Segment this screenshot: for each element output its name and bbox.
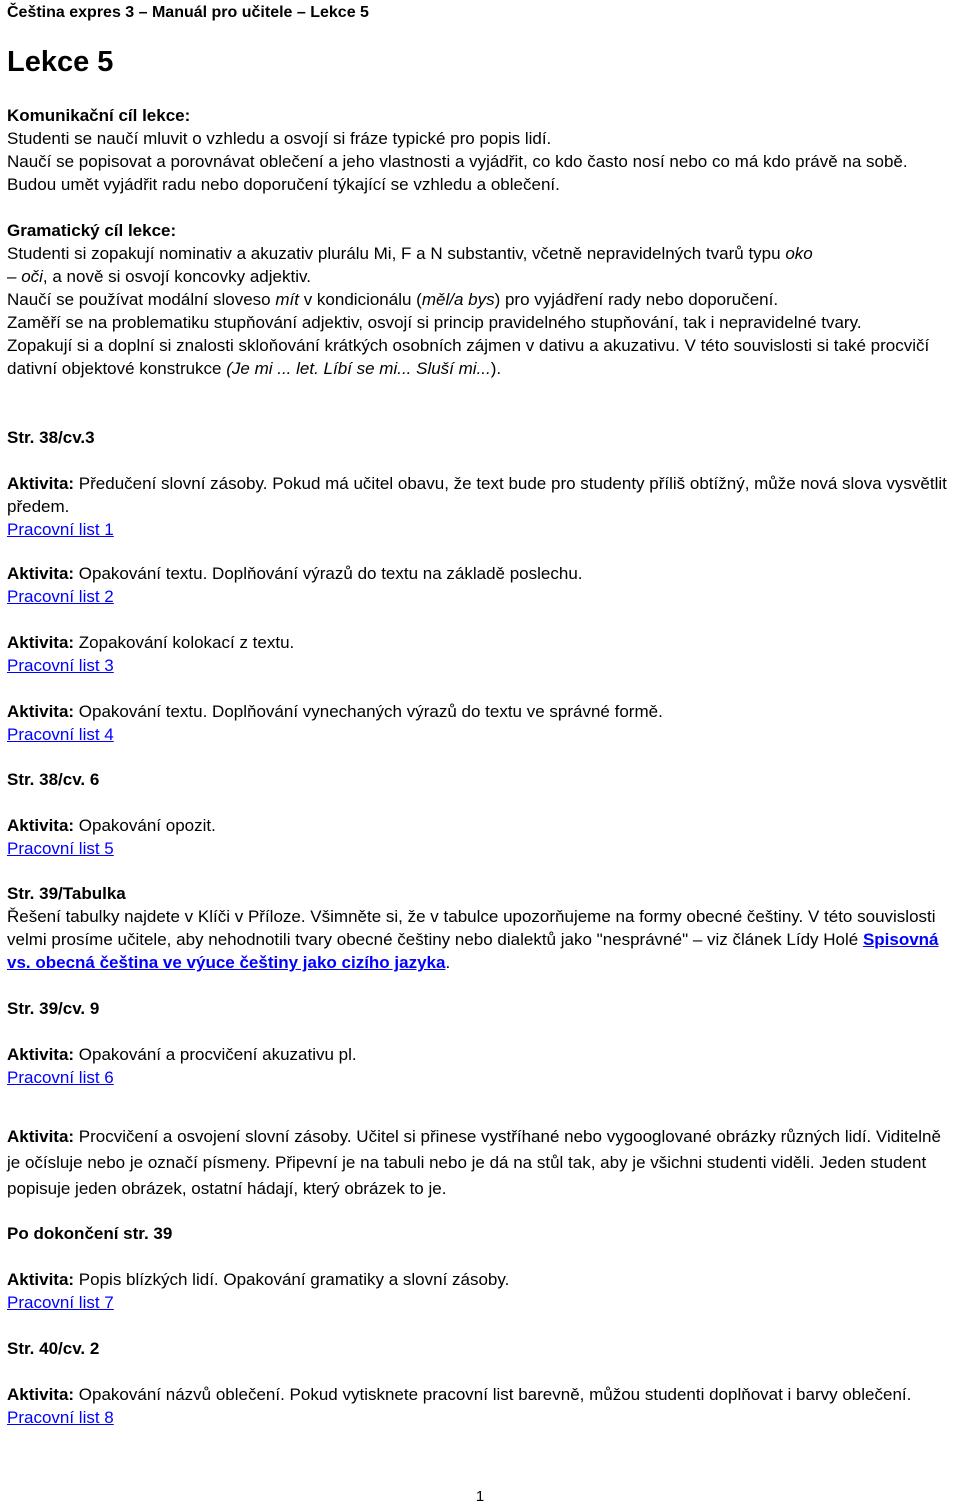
text-span: Zopakují si a doplní si znalosti skloňování krátkých osobních zájmen v dativu a akuzativu. V této souvislosti si také procvičí dativní objektové konstrukce — [7, 336, 930, 378]
document-header: Čeština expres 3 – Manuál pro učitele – Lekce 5 — [7, 4, 369, 21]
text-span: ). — [490, 359, 502, 378]
section-heading: Str. 38/cv.3 — [7, 428, 95, 447]
text-span: – — [7, 267, 22, 286]
italic-example: (Je mi ... let. Líbí se mi... Sluší mi... — [226, 359, 491, 378]
activity-text: Procvičení a osvojení slovní zásoby. Učitel si přinese vystříhané nebo vygooglované obrázky různých lidí. Viditelně je očísluje nebo je označí písmeny. Připevní je na tabuli nebo je dá na stůl tak, aby je všichni studenti viděli. Jeden student popisuje jeden obrázek, ostatní hádají, který obrázek to je. — [7, 1127, 941, 1198]
worksheet-link-6[interactable]: Pracovní list 6 — [7, 1068, 114, 1087]
activity-label: Aktivita: — [7, 1385, 75, 1404]
italic-example: oči — [21, 267, 43, 286]
italic-example: mít — [275, 290, 299, 309]
section-str39-tabulka — [7, 882, 955, 974]
text-span: Naučí se používat modální sloveso — [7, 290, 276, 309]
section-heading: Str. 40/cv. 2 — [7, 1339, 100, 1358]
section-heading: Str. 39/Tabulka — [7, 884, 126, 903]
activity-text: Opakování textu. Doplňování výrazů do textu na základě poslechu. — [74, 564, 583, 583]
tabulka-text — [7, 905, 955, 974]
text-span: Studenti si zopakují nominativ a akuzativ plurálu Mi, F a N substantiv, včetně nepravidelných tvarů typu — [7, 244, 786, 263]
activity-label: Aktivita: — [7, 564, 75, 583]
section-str38-cv6 — [7, 768, 955, 860]
activity-text: Popis blízkých lidí. Opakování gramatiky a slovní zásoby. — [74, 1270, 510, 1289]
text-span: ) pro vyjádření rady nebo doporučení. — [494, 290, 779, 309]
section-str39-cv9 — [7, 997, 955, 1089]
activity-text: Předučení slovní zásoby. Pokud má učitel obavu, že text bude pro studenty příliš obtížný, může nová slova vysvětlit předem. — [7, 474, 947, 516]
activity-label: Aktivita: — [7, 1270, 75, 1289]
section-heading: Str. 38/cv. 6 — [7, 770, 100, 789]
activity-block-2 — [7, 562, 955, 608]
section-po-dokonceni — [7, 1222, 955, 1314]
activity-block-3 — [7, 631, 955, 677]
activity-label: Aktivita: — [7, 1045, 75, 1064]
section-heading: Po dokončení str. 39 — [7, 1224, 173, 1243]
section-heading: Str. 39/cv. 9 — [7, 999, 100, 1018]
text-span: v kondicionálu ( — [298, 290, 422, 309]
worksheet-link-1[interactable]: Pracovní list 1 — [7, 520, 114, 539]
grammar-goal-p2 — [7, 288, 955, 311]
activity-label: Aktivita: — [7, 633, 75, 652]
worksheet-link-8[interactable]: Pracovní list 8 — [7, 1408, 114, 1427]
activity-block-8 — [7, 1124, 955, 1202]
activity — [7, 472, 955, 518]
grammar-goal-p1 — [7, 242, 955, 288]
activity-text: Zopakování kolokací z textu. — [74, 633, 295, 652]
worksheet-link-7[interactable]: Pracovní list 7 — [7, 1293, 114, 1312]
activity-text: Opakování a procvičení akuzativu pl. — [74, 1045, 357, 1064]
communication-goal-line1: Studenti se naučí mluvit o vzhledu a osvojí si fráze typické pro popis lidí. — [7, 129, 552, 148]
activity-text: Opakování textu. Doplňování vynechaných výrazů do textu ve správné formě. — [74, 702, 663, 721]
worksheet-link-3[interactable]: Pracovní list 3 — [7, 656, 114, 675]
worksheet-link-5[interactable]: Pracovní list 5 — [7, 839, 114, 858]
italic-example: oko — [785, 244, 813, 263]
grammar-goal — [7, 219, 955, 380]
communication-goal-heading: Komunikační cíl lekce: — [7, 106, 191, 125]
activity-text: Opakování názvů oblečení. Pokud vytisknete pracovní list barevně, můžou studenti doplňovat i barvy oblečení. — [74, 1385, 912, 1404]
activity-label: Aktivita: — [7, 1127, 75, 1146]
communication-goal — [7, 104, 955, 196]
activity-text: Opakování opozit. — [74, 816, 216, 835]
activity-label: Aktivita: — [7, 474, 75, 493]
worksheet-link-2[interactable]: Pracovní list 2 — [7, 587, 114, 606]
text-span: , a nově si osvojí koncovky adjektiv. — [42, 267, 311, 286]
text-span: Řešení tabulky najdete v Klíči v Příloze. Všimněte si, že v tabulce upozorňujeme na formy obecné češtiny. V této souvislosti velmi prosíme učitele, aby nehodnotili tvary obecné češtiny nebo dialektů jako "nesprávné" – viz článek Lídy Holé — [7, 907, 936, 949]
activity-label: Aktivita: — [7, 702, 75, 721]
italic-example: měl/a bys — [421, 290, 495, 309]
section-str40-cv2 — [7, 1337, 955, 1429]
article-link[interactable]: Spisovná vs. obecná čeština ve výuce češtiny jako cizího jazyka — [7, 930, 939, 972]
grammar-goal-p3: Zaměří se na problematiku stupňování adjektiv, osvojí si princip pravidelného stupňování, tak i nepravidelné tvary. — [7, 313, 862, 332]
communication-goal-line2: Naučí se popisovat a porovnávat oblečení a jeho vlastnosti a vyjádřit, co kdo často nosí nebo co má kdo právě na sobě. Budou umět vyjádřit radu nebo doporučení týkající se vzhledu a oblečení. — [7, 152, 908, 194]
activity-label: Aktivita: — [7, 816, 75, 835]
page-number: 1 — [475, 1488, 485, 1505]
worksheet-link-4[interactable]: Pracovní list 4 — [7, 725, 114, 744]
grammar-goal-heading: Gramatický cíl lekce: — [7, 221, 177, 240]
text-span: . — [445, 953, 451, 972]
grammar-goal-p4 — [7, 334, 955, 380]
section-str38-cv3 — [7, 426, 955, 541]
activity-block-4 — [7, 700, 955, 746]
page-title: Lekce 5 — [7, 46, 114, 78]
